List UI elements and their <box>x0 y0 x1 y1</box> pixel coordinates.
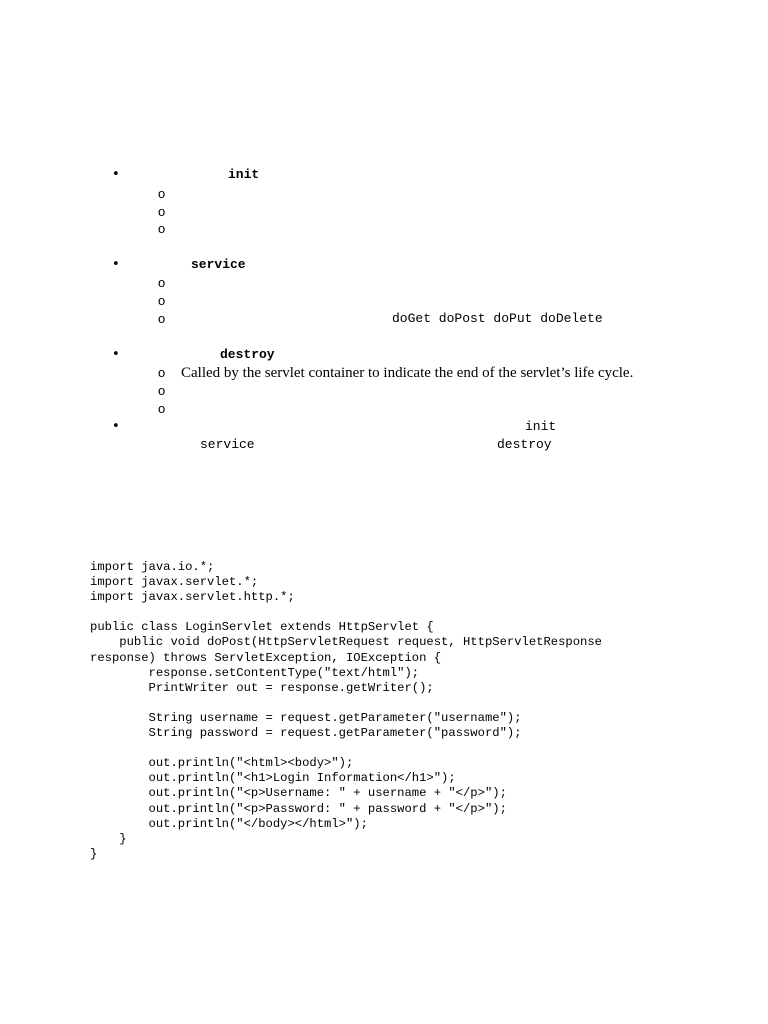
summary-service-ref: service <box>200 437 255 452</box>
service-keyword: service <box>191 257 246 272</box>
service-methods: doGet doPost doPut doDelete <box>392 311 603 326</box>
sub-bullet-marker: o <box>158 401 166 416</box>
sub-bullet-marker: o <box>158 204 166 219</box>
sub-bullet-marker: o <box>158 186 166 201</box>
sub-bullet-marker: o <box>158 221 166 236</box>
sub-bullet-marker: o <box>158 275 166 290</box>
destroy-keyword: destroy <box>220 347 275 362</box>
init-keyword: init <box>228 167 260 182</box>
bullet-marker: • <box>112 419 120 434</box>
destroy-description: Called by the servlet container to indicate the end of the servlet’s life cycle. <box>181 365 634 381</box>
sub-bullet-marker: o <box>158 293 166 308</box>
code-listing: import java.io.*; import javax.servlet.*; import javax.servlet.http.*; public class LoginServlet extends HttpServlet { public void doPost(HttpServletRequest request, HttpServletResponse response) throws ServletException, IOException { response.setContentType("text/html"); PrintWriter out = response.getWriter(); String username = request.getParameter("username"); String password = request.getParameter("password"); out.println("<html><body>"); out.println("<h1>Login Information</h1>"); out.println("<p>Username: " + username + "</p>"); out.println("<p>Password: " + password + "</p>"); out.println("</body></html>"); } } <box>90 560 602 861</box>
sub-bullet-marker: o <box>158 365 166 380</box>
summary-destroy-ref: destroy <box>497 437 552 452</box>
bullet-marker: • <box>112 167 120 182</box>
bullet-marker: • <box>112 257 120 272</box>
sub-bullet-marker: o <box>158 383 166 398</box>
summary-init-ref: init <box>525 419 557 434</box>
bullet-marker: • <box>112 347 120 362</box>
sub-bullet-marker: o <box>158 311 166 326</box>
